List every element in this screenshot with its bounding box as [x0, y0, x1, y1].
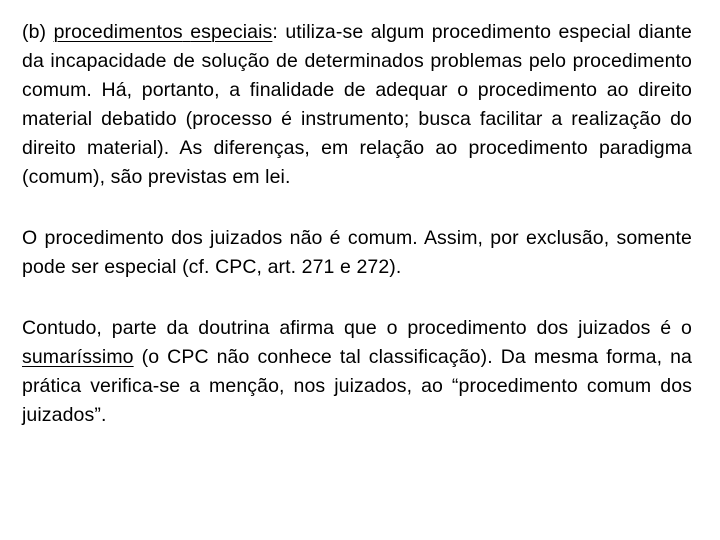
paragraph-body: O procedimento dos juizados não é comum. Assim, por exclusão, somente pode ser especial (cf. CPC, art. 271 e 272).: [22, 227, 692, 278]
underlined-term-sumarissimo: sumaríssimo: [22, 346, 134, 368]
paragraph-juizados: [22, 224, 692, 282]
underlined-term-especiais: especiais: [190, 21, 273, 43]
paragraph-body: : utiliza-se algum procedimento especial diante da incapacidade de solução de determinados problemas pelo procedimento comum. Há, portanto, a finalidade de adequar o procedimento ao direito material debatido (processo é instrumento; busca facilitar a realização do direito material). As diferenças, em relação ao procedimento paradigma (comum), são previstas em lei.: [22, 21, 692, 188]
underlined-term-procedimentos: procedimentos: [53, 21, 183, 43]
paragraph-special-procedures: [22, 18, 692, 192]
paragraph-body-end: (o CPC não conhece tal classificação). Da mesma forma, na prática verifica-se a menção, nos juizados, ao “procedimento comum dos juizados”.: [22, 346, 692, 426]
paragraph-prefix: (b): [22, 21, 54, 43]
paragraph-doctrine: [22, 314, 692, 430]
paragraph-body-start: Contudo, parte da doutrina afirma que o procedimento dos juizados é o: [22, 317, 692, 339]
slide-content: [22, 18, 692, 430]
